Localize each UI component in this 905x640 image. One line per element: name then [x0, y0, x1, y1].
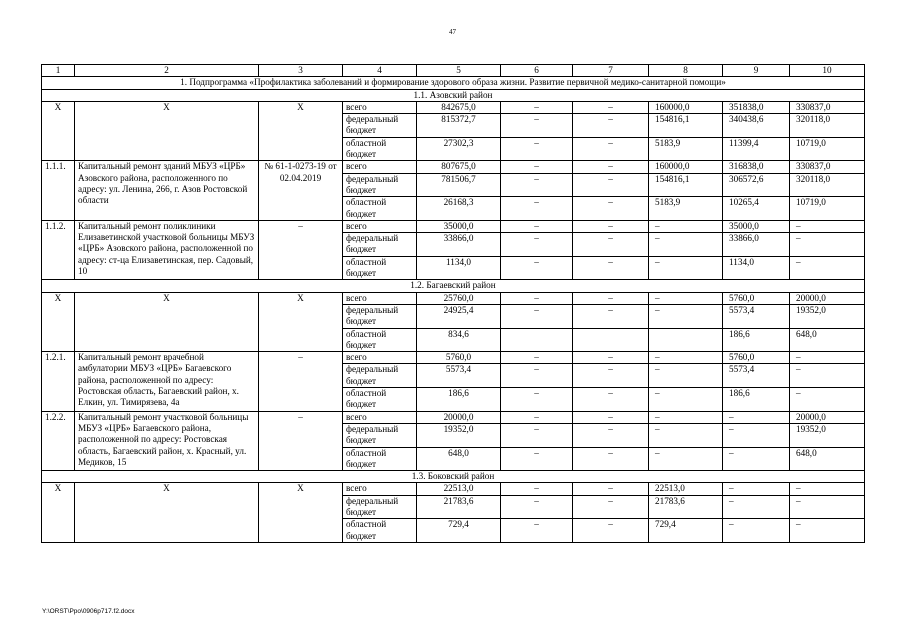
value-cell: 21783,6 — [649, 495, 723, 519]
value-cell: – — [573, 161, 649, 173]
value-cell: 35000,0 — [417, 220, 501, 232]
document-reference: Х — [259, 292, 343, 351]
item-name: Х — [75, 483, 259, 542]
funding-source: федеральный бюджет — [343, 304, 417, 328]
funding-source: областной бюджет — [343, 137, 417, 161]
table-row — [42, 161, 865, 173]
section-title: 1. Подпрограмма «Профилактика заболеваний и формирование здорового образа жизни. Развитие первичной медико-санитарной помощи» — [42, 77, 865, 89]
funding-source: всего — [343, 101, 417, 113]
value-cell: – — [649, 304, 723, 328]
value-cell: 186,6 — [723, 388, 790, 412]
value-cell: 27302,3 — [417, 137, 501, 161]
value-cell: – — [573, 233, 649, 257]
value-cell: 186,6 — [723, 328, 790, 352]
value-cell: 781506,7 — [417, 173, 501, 197]
column-number: 10 — [790, 65, 865, 77]
value-cell: – — [501, 101, 573, 113]
item-number: 1.2.1. — [42, 352, 75, 411]
document-reference: № 61-1-0273-19 от 02.04.2019 — [259, 161, 343, 220]
column-number: 1 — [42, 65, 75, 77]
value-cell: – — [723, 483, 790, 495]
value-cell — [501, 328, 573, 352]
value-cell: 5573,4 — [723, 364, 790, 388]
value-cell: 11399,4 — [723, 137, 790, 161]
value-cell: 20000,0 — [790, 411, 865, 423]
value-cell: – — [790, 256, 865, 280]
item-number: 1.1.2. — [42, 220, 75, 279]
value-cell: – — [573, 114, 649, 138]
document-reference: Х — [259, 101, 343, 160]
value-cell: 648,0 — [790, 328, 865, 352]
value-cell: 1134,0 — [723, 256, 790, 280]
value-cell: – — [573, 483, 649, 495]
value-cell: – — [649, 292, 723, 304]
value-cell: 316838,0 — [723, 161, 790, 173]
value-cell: – — [501, 495, 573, 519]
value-cell: – — [790, 483, 865, 495]
value-cell: 340438,6 — [723, 114, 790, 138]
value-cell: 5183,9 — [649, 197, 723, 221]
value-cell: – — [573, 411, 649, 423]
funding-source: областной бюджет — [343, 519, 417, 543]
value-cell: – — [790, 352, 865, 364]
value-cell: 842675,0 — [417, 101, 501, 113]
value-cell: – — [501, 483, 573, 495]
value-cell: – — [501, 519, 573, 543]
table-row — [42, 101, 865, 113]
section-title: 1.1. Азовский район — [42, 89, 865, 101]
funding-source: федеральный бюджет — [343, 233, 417, 257]
value-cell: 729,4 — [417, 519, 501, 543]
funding-source: всего — [343, 483, 417, 495]
value-cell: – — [573, 256, 649, 280]
table-row — [42, 411, 865, 423]
value-cell: – — [573, 495, 649, 519]
value-cell: – — [790, 519, 865, 543]
value-cell: – — [649, 411, 723, 423]
value-cell: 5183,9 — [649, 137, 723, 161]
section-title: 1.3. Боковский район — [42, 471, 865, 483]
value-cell: 10719,0 — [790, 137, 865, 161]
value-cell: – — [723, 495, 790, 519]
table-body — [42, 65, 865, 543]
value-cell: – — [573, 519, 649, 543]
value-cell: – — [649, 256, 723, 280]
document-reference: – — [259, 352, 343, 411]
value-cell: 19352,0 — [417, 423, 501, 447]
value-cell: – — [501, 233, 573, 257]
value-cell: 21783,6 — [417, 495, 501, 519]
value-cell: 10719,0 — [790, 197, 865, 221]
column-number: 9 — [723, 65, 790, 77]
value-cell: 5760,0 — [723, 292, 790, 304]
value-cell: 1134,0 — [417, 256, 501, 280]
value-cell: – — [723, 423, 790, 447]
value-cell: – — [649, 447, 723, 471]
value-cell — [649, 328, 723, 352]
value-cell: – — [649, 233, 723, 257]
column-number-row — [42, 65, 865, 77]
item-number: Х — [42, 101, 75, 160]
value-cell: – — [573, 304, 649, 328]
value-cell: 306572,6 — [723, 173, 790, 197]
value-cell: 19352,0 — [790, 423, 865, 447]
document-reference: – — [259, 220, 343, 279]
table-row — [42, 292, 865, 304]
value-cell: – — [501, 388, 573, 412]
column-number: 5 — [417, 65, 501, 77]
table-row — [42, 483, 865, 495]
value-cell: 648,0 — [417, 447, 501, 471]
value-cell: – — [649, 364, 723, 388]
column-number: 4 — [343, 65, 417, 77]
value-cell: – — [573, 352, 649, 364]
budget-table — [41, 64, 865, 543]
funding-source: всего — [343, 161, 417, 173]
value-cell: – — [790, 364, 865, 388]
funding-source: федеральный бюджет — [343, 495, 417, 519]
footer-file-path: Y:\ORST\Ppo\0906p717.f2.docx — [42, 608, 135, 615]
funding-source: областной бюджет — [343, 197, 417, 221]
value-cell: – — [501, 352, 573, 364]
value-cell: 22513,0 — [417, 483, 501, 495]
funding-source: федеральный бюджет — [343, 173, 417, 197]
value-cell: 24925,4 — [417, 304, 501, 328]
value-cell: 648,0 — [790, 447, 865, 471]
value-cell: – — [573, 423, 649, 447]
value-cell: 834,6 — [417, 328, 501, 352]
funding-source: федеральный бюджет — [343, 364, 417, 388]
value-cell: – — [501, 364, 573, 388]
section-header-row — [42, 89, 865, 101]
value-cell: – — [573, 220, 649, 232]
value-cell: 807675,0 — [417, 161, 501, 173]
value-cell: – — [501, 292, 573, 304]
item-name: Х — [75, 101, 259, 160]
item-name: Капитальный ремонт поликлиники Елизаветинской участковой больницы МБУЗ «ЦРБ» Азовского района, расположенной по адресу: ст-ца Елизаветинская, пер. Садовый, 10 — [75, 220, 259, 279]
item-number: Х — [42, 483, 75, 542]
value-cell: 22513,0 — [649, 483, 723, 495]
value-cell: 19352,0 — [790, 304, 865, 328]
value-cell: – — [573, 364, 649, 388]
section-header-row — [42, 77, 865, 89]
column-number: 7 — [573, 65, 649, 77]
value-cell: – — [790, 220, 865, 232]
funding-source: областной бюджет — [343, 328, 417, 352]
funding-source: всего — [343, 292, 417, 304]
value-cell: 25760,0 — [417, 292, 501, 304]
column-number: 3 — [259, 65, 343, 77]
value-cell: 5760,0 — [417, 352, 501, 364]
value-cell: 330837,0 — [790, 161, 865, 173]
value-cell: 20000,0 — [790, 292, 865, 304]
page-number: 47 — [449, 28, 456, 36]
funding-source: всего — [343, 352, 417, 364]
item-name: Капитальный ремонт врачебной амбулатории МБУЗ «ЦРБ» Багаевского района, расположенной по адресу: Ростовская область, Багаевский район, х. Елкин, ул. Тимирязева, 4а — [75, 352, 259, 411]
value-cell: 351838,0 — [723, 101, 790, 113]
value-cell: – — [573, 388, 649, 412]
value-cell: 5760,0 — [723, 352, 790, 364]
section-header-row — [42, 471, 865, 483]
value-cell: – — [790, 388, 865, 412]
value-cell: 729,4 — [649, 519, 723, 543]
value-cell: 320118,0 — [790, 114, 865, 138]
value-cell: – — [790, 233, 865, 257]
value-cell: 330837,0 — [790, 101, 865, 113]
value-cell: – — [501, 114, 573, 138]
funding-source: всего — [343, 220, 417, 232]
funding-source: всего — [343, 411, 417, 423]
item-name: Капитальный ремонт участковой больницы МБУЗ «ЦРБ» Багаевского района, расположенной по адресу: Ростовская область, Багаевский район, х. Красный, ул. Медиков, 15 — [75, 411, 259, 470]
section-header-row — [42, 280, 865, 292]
value-cell: 320118,0 — [790, 173, 865, 197]
value-cell: 20000,0 — [417, 411, 501, 423]
column-number: 6 — [501, 65, 573, 77]
value-cell: 10265,4 — [723, 197, 790, 221]
value-cell: 154816,1 — [649, 173, 723, 197]
funding-source: областной бюджет — [343, 447, 417, 471]
value-cell: – — [501, 197, 573, 221]
value-cell: – — [501, 304, 573, 328]
document-reference: – — [259, 411, 343, 470]
value-cell: – — [501, 423, 573, 447]
value-cell: – — [573, 173, 649, 197]
value-cell: – — [573, 101, 649, 113]
value-cell: – — [790, 495, 865, 519]
item-number: Х — [42, 292, 75, 351]
column-number: 2 — [75, 65, 259, 77]
column-number: 8 — [649, 65, 723, 77]
value-cell: – — [501, 173, 573, 197]
value-cell: – — [573, 292, 649, 304]
value-cell: 5573,4 — [723, 304, 790, 328]
funding-source: федеральный бюджет — [343, 114, 417, 138]
table-row — [42, 220, 865, 232]
funding-source: федеральный бюджет — [343, 423, 417, 447]
value-cell: – — [649, 220, 723, 232]
value-cell: 33866,0 — [723, 233, 790, 257]
value-cell: – — [723, 411, 790, 423]
value-cell: 186,6 — [417, 388, 501, 412]
value-cell: – — [649, 423, 723, 447]
value-cell: – — [501, 137, 573, 161]
value-cell: – — [501, 220, 573, 232]
funding-source: областной бюджет — [343, 256, 417, 280]
value-cell: – — [501, 411, 573, 423]
value-cell: 5573,4 — [417, 364, 501, 388]
value-cell: – — [501, 256, 573, 280]
value-cell: – — [723, 519, 790, 543]
value-cell: 815372,7 — [417, 114, 501, 138]
value-cell: 160000,0 — [649, 101, 723, 113]
value-cell: – — [501, 161, 573, 173]
value-cell: – — [573, 197, 649, 221]
value-cell: – — [649, 388, 723, 412]
value-cell: 26168,3 — [417, 197, 501, 221]
value-cell: – — [649, 352, 723, 364]
value-cell: – — [573, 447, 649, 471]
table-row — [42, 352, 865, 364]
item-name: Капитальный ремонт зданий МБУЗ «ЦРБ» Азовского района, расположенного по адресу: ул. Ленина, 266, г. Азов Ростовской области — [75, 161, 259, 220]
item-name: Х — [75, 292, 259, 351]
document-reference: Х — [259, 483, 343, 542]
value-cell: 35000,0 — [723, 220, 790, 232]
item-number: 1.1.1. — [42, 161, 75, 220]
funding-source: областной бюджет — [343, 388, 417, 412]
item-number: 1.2.2. — [42, 411, 75, 470]
value-cell: – — [501, 447, 573, 471]
value-cell: 160000,0 — [649, 161, 723, 173]
value-cell: – — [723, 447, 790, 471]
value-cell: 154816,1 — [649, 114, 723, 138]
value-cell: 33866,0 — [417, 233, 501, 257]
value-cell: – — [573, 137, 649, 161]
section-title: 1.2. Багаевский район — [42, 280, 865, 292]
value-cell — [573, 328, 649, 352]
